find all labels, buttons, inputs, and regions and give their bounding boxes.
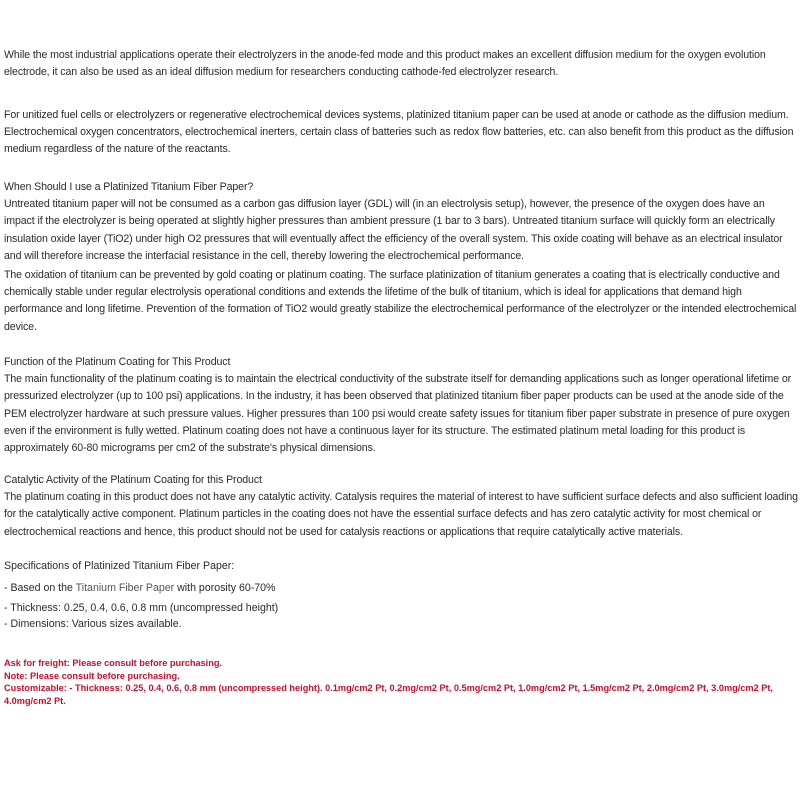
customizable-notice: Customizable: - Thickness: 0.25, 0.4, 0.6, 0.8 mm (uncompressed height). 0.1mg/cm2 Pt, 0.2mg/cm2 Pt, 0.5mg/cm2 Pt, 1.0mg/cm2 Pt, 1.5mg/cm2 Pt, 2.0mg/cm2 Pt, 3.0mg/cm2 Pt, 4.0mg/cm2 Pt.	[4, 683, 773, 706]
function-section	[4, 354, 798, 457]
unitized-text: For unitized fuel cells or electrolyzers or regenerative electrochemical devices systems, platinized titanium paper can be used at anode or cathode as the diffusion medium. Electrochemical oxygen concentrators, electrochemical inerters, certain class of batteries such as redox flow batteries, etc. can also benefit from this product as the diffusion medium regardless of the nature of the reactants.	[4, 109, 794, 156]
oxidation-text: The oxidation of titanium can be prevented by gold coating or platinum coating. The surface platinization of titanium generates a coating that is electrically conductive and chemically stable under regular electrolysis operational conditions and extends the lifetime of the bulk of titanium, which is ideal for applications that demand high performance and long lifetime. Prevention of the formation of TiO2 would greatly stabilize the electrochemical performance of the electrolyzer or the intended electrochemical device.	[4, 269, 797, 333]
specs-heading: Specifications of Platinized Titanium Fiber Paper:	[4, 560, 235, 572]
catalytic-text: The platinum coating in this product does not have any catalytic activity. Catalysis requires the material of interest to have sufficient surface defects and also sufficient loading for the catalytically active component. Platinum particles in the coating does not have the essential surface defects and has zero catalytic activity for most chemical or electrochemical reactions and hence, this product should not be used for catalysis reactions or applications that require catalytically active materials.	[4, 491, 798, 538]
spec-based-suffix: with porosity 60-70%	[174, 582, 276, 594]
intro-paragraph	[4, 47, 798, 81]
purchase-note: Note: Please consult before purchasing.	[4, 671, 180, 681]
when-to-use-text: Untreated titanium paper will not be consumed as a carbon gas diffusion layer (GDL) will (in an electrolysis setup), however, the presence of the oxygen does have an impact if the electrolyzer is being operated at slightly higher pressures than ambient pressure (1 bar to 3 bars). Untreated titanium surface will quickly form an electrically insulation oxide layer (TiO2) under high O2 pressures that will eventually affect the efficiency of the overall system. This oxide coating will behave as an electrical insulator and will therefore increase the interfacial resistance in the cell, thereby lowering the electrochemical performance.	[4, 198, 783, 262]
function-text: The main functionality of the platinum coating is to maintain the electrical conductivity of the substrate itself for demanding applications such as longer operational lifetime or pressurized electrolyzer (up to 100 psi) applications. In the industry, it has been observed that platinized titanium fiber paper products can be used at the anode side of the PEM electrolyzer hardware at such pressure values. Higher pressures than 100 psi would create safety issues for titanium fiber paper substrate in presence of pure oxygen even if the environment is fully wetted. Platinum coating does not have a continuous layer for its structure. The estimated platinum metal loading for this product is approximately 60-80 micrograms per cm2 of the substrate's physical dimensions.	[4, 373, 792, 455]
unitized-paragraph	[4, 107, 798, 159]
freight-notice: Ask for freight: Please consult before purchasing.	[4, 658, 222, 668]
when-to-use-heading: When Should I use a Platinized Titanium Fiber Paper?	[4, 181, 254, 193]
catalytic-heading: Catalytic Activity of the Platinum Coating for this Product	[4, 474, 262, 486]
spec-based-on	[4, 580, 275, 596]
function-heading: Function of the Platinum Coating for This Product	[4, 356, 231, 368]
oxidation-paragraph	[4, 267, 798, 336]
when-to-use-section	[4, 179, 798, 265]
spec-thickness: - Thickness: 0.25, 0.4, 0.6, 0.8 mm (uncompressed height)	[4, 602, 279, 614]
spec-dimensions: - Dimensions: Various sizes available.	[4, 618, 182, 630]
intro-text: While the most industrial applications operate their electrolyzers in the anode-fed mode and this product makes an excellent diffusion medium for the oxygen evolution electrode, it can also be used as an ideal diffusion medium for researchers conducting cathode-fed electrolyzer research.	[4, 49, 766, 79]
spec-based-prefix: - Based on the	[4, 582, 76, 594]
catalytic-section	[4, 472, 798, 541]
titanium-fiber-paper-link[interactable]: Titanium Fiber Paper	[75, 582, 175, 594]
